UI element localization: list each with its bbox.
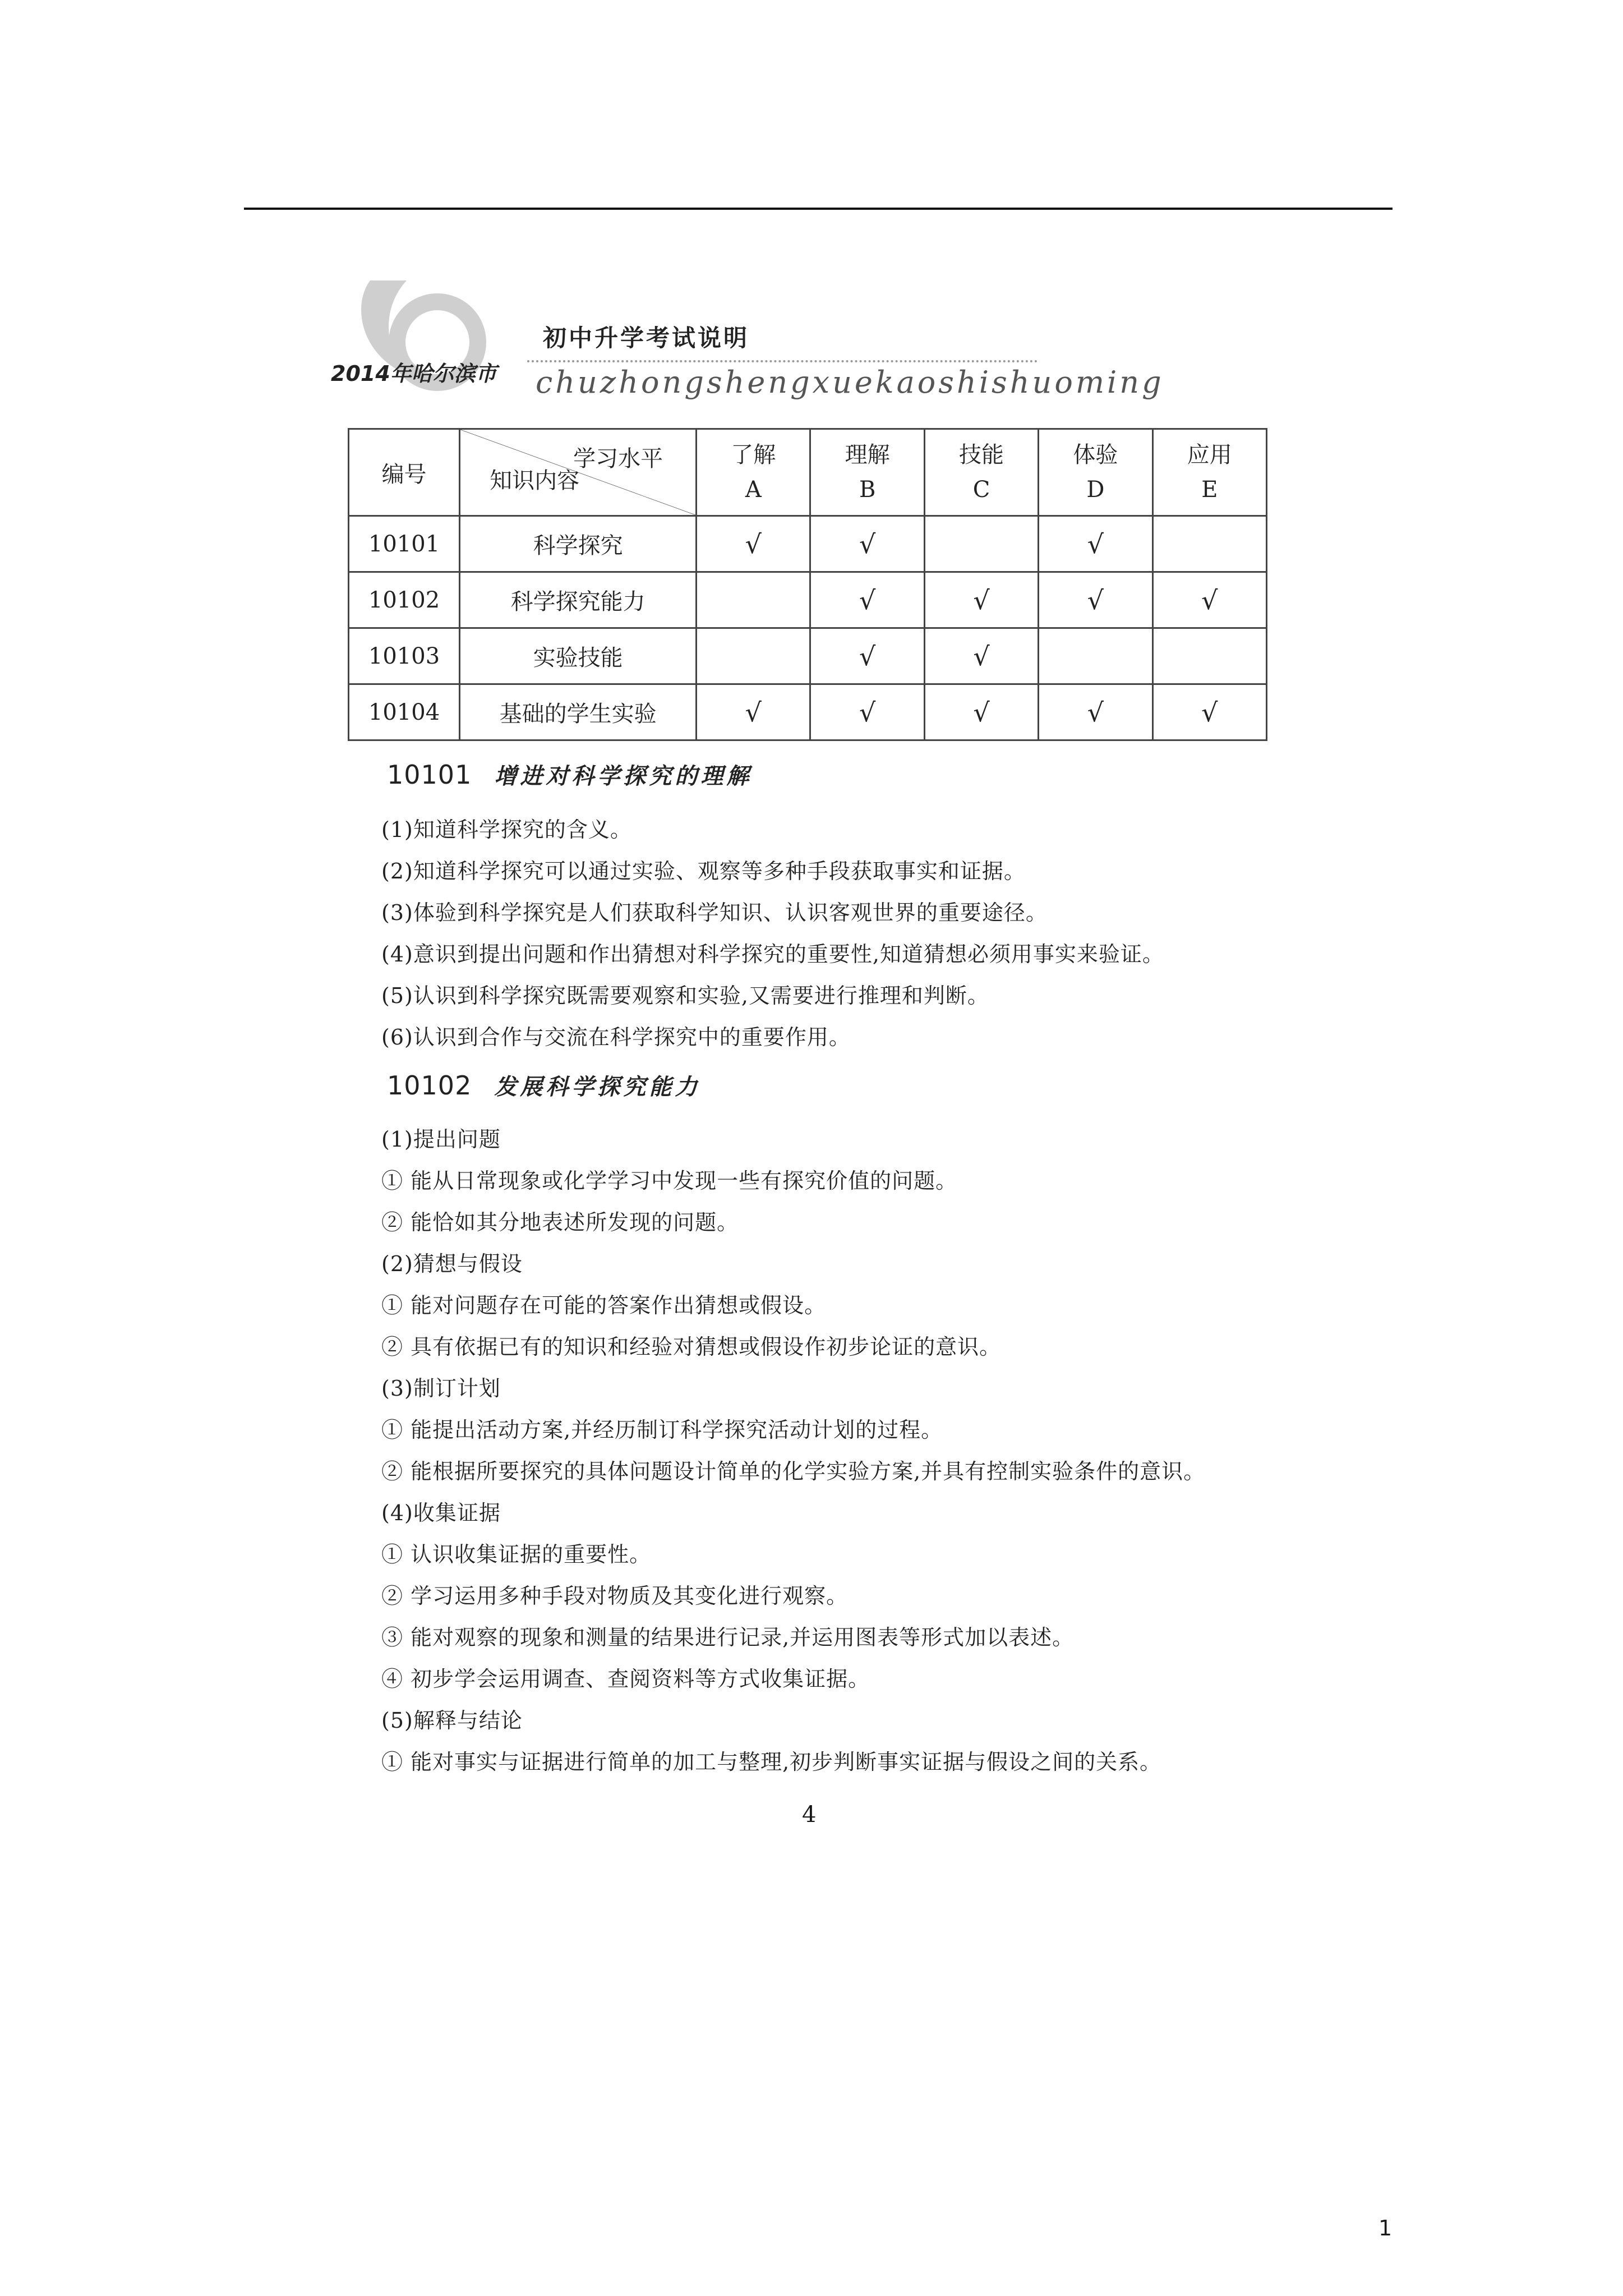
level-letter: D [1086, 477, 1105, 503]
level-table-grid [348, 428, 1267, 741]
body-line: (2)知道科学探究可以通过实验、观察等多种手段获取事实和证据。 [381, 859, 1026, 884]
body-line: (1)知道科学探究的含义。 [381, 817, 632, 842]
section-heading-10102 [387, 1069, 700, 1101]
level-letter: C [972, 477, 990, 503]
row-code: 10102 [349, 572, 460, 628]
body-line: (3)体验到科学探究是人们获取科学知识、认识客观世界的重要途径。 [381, 900, 1048, 925]
body-line: ② 学习运用多种手段对物质及其变化进行观察。 [381, 1584, 849, 1608]
mark-cell: √ [810, 684, 924, 740]
section-code: 10102 [387, 1070, 472, 1101]
mark-cell: √ [697, 684, 810, 740]
header-level-d [1039, 429, 1152, 516]
mark-cell [697, 628, 810, 684]
body-line: (4)收集证据 [381, 1501, 501, 1525]
mark-cell: √ [810, 628, 924, 684]
header-level-a [697, 429, 810, 516]
mark-cell [1152, 628, 1266, 684]
row-code: 10103 [349, 628, 460, 684]
body-line: (4)意识到提出问题和作出猜想对科学探究的重要性,知道猜想必须用事实来验证。 [381, 942, 1164, 967]
level-name: 理解 [845, 442, 890, 468]
table-row [349, 684, 1267, 740]
mark-cell: √ [697, 516, 810, 572]
body-line: ① 能提出活动方案,并经历制订科学探究活动计划的过程。 [381, 1418, 943, 1442]
header-level-e [1152, 429, 1266, 516]
level-table [348, 428, 1267, 740]
mark-cell: √ [924, 684, 1038, 740]
header-level-b [810, 429, 924, 516]
mark-cell: √ [1152, 684, 1266, 740]
row-content: 科学探究能力 [460, 572, 697, 628]
body-line: (2)猜想与假设 [381, 1251, 523, 1276]
level-letter: A [745, 477, 762, 503]
row-content: 实验技能 [460, 628, 697, 684]
corner-page-number: 1 [1378, 2216, 1393, 2240]
mark-cell: √ [810, 516, 924, 572]
header-title: 初中升学考试说明 [543, 324, 750, 352]
header-dotted-rule [527, 360, 1038, 362]
body-line: ② 具有依据已有的知识和经验对猜想或假设作初步论证的意识。 [381, 1335, 1002, 1359]
level-name: 应用 [1187, 442, 1232, 468]
top-rule [244, 208, 1393, 210]
diag-label-level: 学习水平 [573, 446, 663, 472]
body-line: (6)认识到合作与交流在科学探究中的重要作用。 [381, 1025, 851, 1050]
mark-cell [1039, 628, 1152, 684]
body-line: (5)解释与结论 [381, 1708, 523, 1733]
row-code: 10104 [349, 684, 460, 740]
level-name: 技能 [959, 442, 1004, 468]
section-title: 发展科学探究能力 [494, 1074, 701, 1100]
table-row [349, 572, 1267, 628]
row-code: 10101 [349, 516, 460, 572]
section-code: 10101 [387, 760, 472, 790]
table-row [349, 628, 1267, 684]
body-line: ④ 初步学会运用调查、查阅资料等方式收集证据。 [381, 1667, 870, 1691]
table-header-row [349, 429, 1267, 516]
diag-label-content: 知识内容 [490, 468, 580, 494]
mark-cell [697, 572, 810, 628]
section-title: 增进对科学探究的理解 [494, 763, 753, 789]
level-letter: E [1201, 477, 1218, 503]
header-level-c [924, 429, 1038, 516]
row-content: 科学探究 [460, 516, 697, 572]
body-line: ① 能对问题存在可能的答案作出猜想或假设。 [381, 1293, 827, 1318]
mark-cell: √ [1039, 572, 1152, 628]
page-number: 4 [802, 1802, 817, 1828]
body-line: ① 认识收集证据的重要性。 [381, 1542, 652, 1567]
level-name: 体验 [1073, 442, 1118, 468]
mark-cell: √ [1039, 516, 1152, 572]
level-letter: B [859, 477, 876, 503]
body-line: (5)认识到科学探究既需要观察和实验,又需要进行推理和判断。 [381, 983, 989, 1008]
body-line: ① 能对事实与证据进行简单的加工与整理,初步判断事实证据与假设之间的关系。 [381, 1750, 1162, 1774]
header-code-cell: 编号 [349, 429, 460, 516]
header-pinyin: chuzhongshengxuekaoshishuoming [536, 365, 1164, 400]
mark-cell: √ [924, 628, 1038, 684]
body-line: (3)制订计划 [381, 1376, 501, 1401]
mark-cell: √ [924, 572, 1038, 628]
table-row [349, 516, 1267, 572]
level-name: 了解 [731, 442, 776, 468]
body-line: ② 能恰如其分地表述所发现的问题。 [381, 1210, 739, 1235]
mark-cell [1152, 516, 1266, 572]
body-line: ② 能根据所要探究的具体问题设计简单的化学实验方案,并具有控制实验条件的意识。 [381, 1459, 1206, 1484]
body-line: (1)提出问题 [381, 1127, 501, 1152]
body-line: ③ 能对观察的现象和测量的结果进行记录,并运用图表等形式加以表述。 [381, 1625, 1075, 1650]
mark-cell: √ [1152, 572, 1266, 628]
body-line: ① 能从日常现象或化学学习中发现一些有探究价值的问题。 [381, 1168, 958, 1193]
section-heading-10101 [387, 758, 752, 790]
mark-cell: √ [810, 572, 924, 628]
header-diagonal-cell [460, 429, 697, 516]
row-content: 基础的学生实验 [460, 684, 697, 740]
mark-cell [924, 516, 1038, 572]
mark-cell: √ [1039, 684, 1152, 740]
header-year-city: 2014年哈尔滨市 [331, 361, 497, 386]
